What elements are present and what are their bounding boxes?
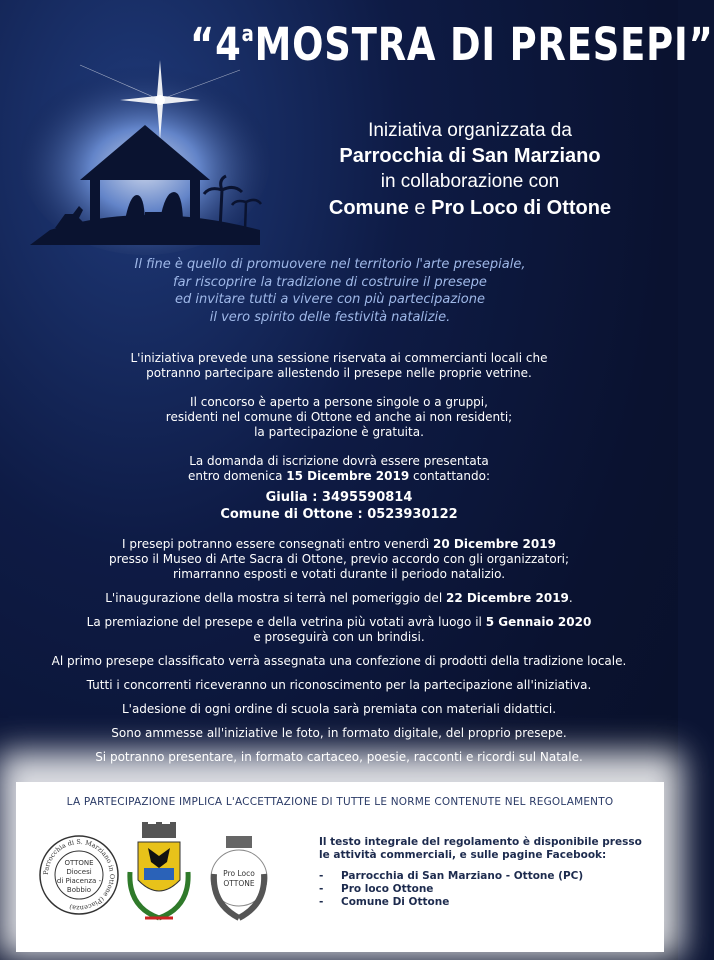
- delivery-date: 20 Dicembre 2019: [433, 537, 556, 551]
- list-item: - Pro loco Ottone: [319, 883, 659, 896]
- body-line: La domanda di iscrizione dovrà essere presentata: [189, 454, 489, 468]
- title-superscript: a: [241, 22, 255, 47]
- regulation-notice: LA PARTECIPAZIONE IMPLICA L'ACCETTAZIONE DI TUTTE LE NORME CONTENUTE NEL REGOLAMENTO: [66, 796, 614, 808]
- body-line: potranno partecipare allestendo il presepe nelle proprie vetrine.: [146, 366, 532, 380]
- body-line: L'inaugurazione della mostra si terrà nel pomeriggio del 22 Dicembre 2019.: [105, 591, 573, 605]
- purpose-line: Il fine è quello di promuovere nel territorio l'arte presepiale,: [134, 257, 526, 272]
- proloco-logo: [200, 834, 278, 929]
- purpose-line: ed invitare tutti a vivere con più partecipazione: [175, 292, 485, 307]
- title-text: MOSTRA DI PRESEPI: [254, 18, 689, 71]
- award-date: 5 Gennaio 2020: [485, 615, 592, 629]
- poster-title: “4$^a$MOSTRA DI PRESEPI”: [190, 18, 714, 71]
- body-line: L'iniziativa prevede una sessione riservata ai commercianti locali che: [130, 351, 548, 365]
- body-line: L'adesione di ogni ordine di scuola sarà premiata con materiali didattici.: [121, 702, 557, 716]
- deadline-date: 15 Dicembre 2019: [286, 469, 410, 483]
- intro-line-1: Iniziativa organizzata da: [368, 120, 572, 141]
- comune-crest-logo: [120, 822, 198, 932]
- body-line: entro domenica 15 Dicembre 2019 contattando:: [188, 469, 490, 483]
- intro-line-3: in collaborazione con: [380, 171, 560, 193]
- list-item: - Comune Di Ottone: [319, 896, 659, 909]
- facebook-pages-list: [319, 870, 659, 909]
- purpose-paragraph: [60, 256, 600, 326]
- purpose-line: il vero spirito delle festività natalizie.: [209, 309, 451, 325]
- intro-organizer: Parrocchia di San Marziano: [339, 145, 601, 168]
- body-line: Si potranno presentare, in formato cartaceo, poesie, racconti e ricordi sul Natale.: [95, 750, 583, 764]
- inauguration-date: 22 Dicembre 2019: [445, 591, 569, 605]
- body-line: e proseguirà con un brindisi.: [253, 630, 425, 644]
- parish-stamp-logo: [38, 834, 120, 916]
- body-line: rimarranno esposti e votati durante il periodo natalizio.: [172, 567, 506, 581]
- body-line: la partecipazione è gratuita.: [254, 425, 424, 439]
- sponsor-logos: [38, 822, 278, 942]
- purpose-line: far riscoprire la tradizione di costruire il presepe: [173, 274, 487, 290]
- intro-partners: [290, 195, 650, 221]
- body-line: Sono ammesse all'iniziative le foto, in formato digitale, del proprio presepe.: [111, 726, 567, 740]
- info-line: Il testo integrale del regolamento è disponibile presso: [319, 836, 642, 848]
- contact-comune: Comune di Ottone : 0523930122: [220, 506, 458, 522]
- contact-giulia: Giulia : 3495590814: [265, 490, 413, 505]
- body-line: Il concorso è aperto a persone singole o a gruppi,: [190, 395, 488, 409]
- partner-comune: Comune: [328, 196, 409, 219]
- partner-conjunction: e: [408, 196, 432, 219]
- body-line: presso il Museo di Arte Sacra di Ottone, previo accordo con gli organizzatori;: [108, 552, 569, 566]
- body-line: Tutti i concorrenti riceveranno un riconoscimento per la partecipazione all'iniziativa.: [86, 678, 592, 692]
- stamp-line: Diocesi: [66, 868, 92, 876]
- proloco-line: OTTONE: [223, 879, 255, 888]
- info-line: le attività commerciali, e sulle pagine Facebook:: [319, 849, 607, 861]
- regulation-info: [319, 836, 659, 909]
- footer-panel: [16, 782, 664, 952]
- title-number: 4: [215, 18, 242, 71]
- partner-proloco: Pro Loco di Ottone: [431, 196, 612, 219]
- body-line: I presepi potranno essere consegnati entro venerdì 20 Dicembre 2019: [122, 537, 556, 551]
- list-item: - Parrocchia di San Marziano - Ottone (PC): [319, 870, 659, 883]
- organizers-intro: [290, 118, 650, 221]
- body-line: La premiazione del presepe e della vetrina più votati avrà luogo il 5 Gennaio 2020: [86, 615, 592, 629]
- proloco-line: Pro Loco: [223, 869, 255, 878]
- stamp-line: di Piacenza -: [56, 877, 102, 885]
- body-line: Al primo presepe classificato verrà assegnata una confezione di prodotti della tradizione locale.: [51, 654, 627, 668]
- body-line: residenti nel comune di Ottone ed anche ai non residenti;: [165, 410, 513, 424]
- stamp-line: Bobbio: [66, 886, 92, 894]
- rules-body: [20, 351, 658, 765]
- stamp-ring-text: Parrocchia di S. Marziano in Ottone (Piacenza): [41, 837, 117, 913]
- stamp-line: OTTONE: [64, 859, 94, 867]
